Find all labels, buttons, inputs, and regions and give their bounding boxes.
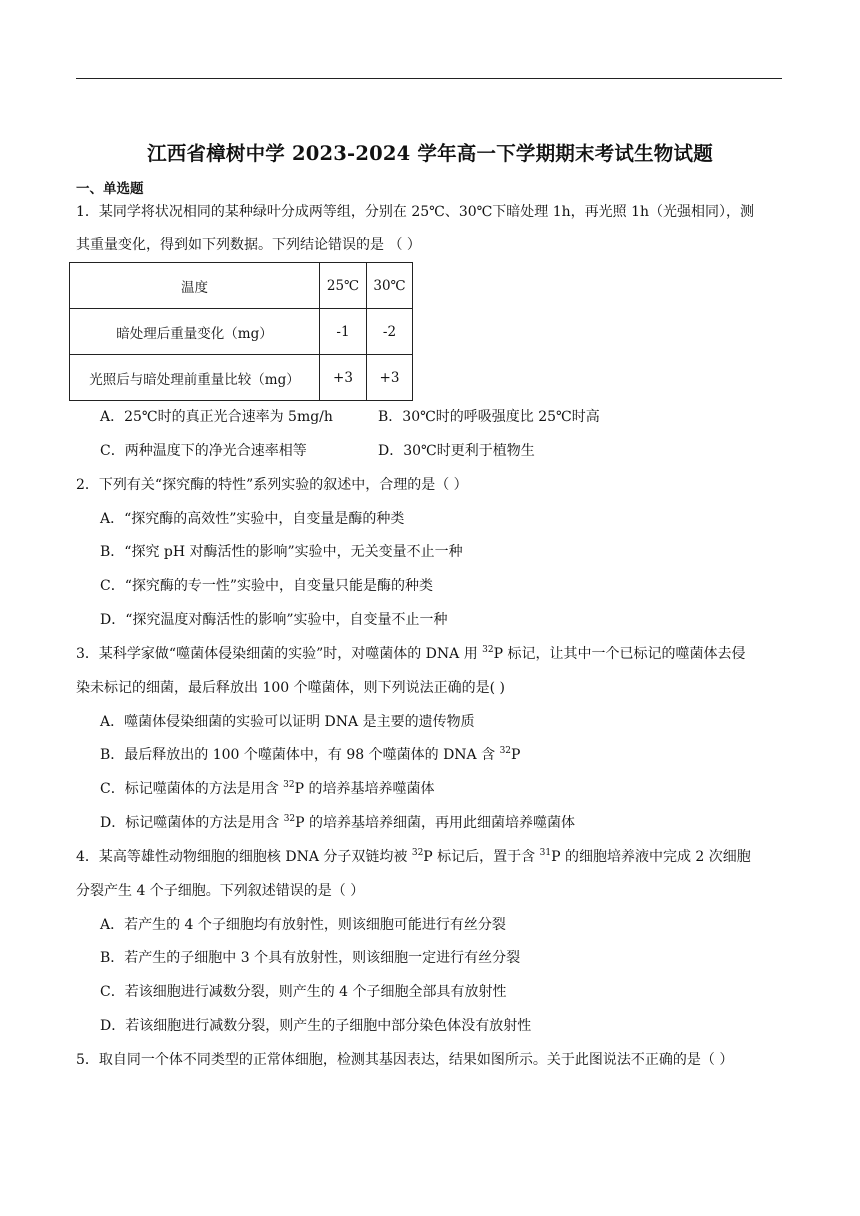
data-table xyxy=(69,262,413,401)
table-cell: +3 xyxy=(320,355,367,401)
question-1-stem-line2: 其重量变化，得到如下列数据。下列结论错误的是 （ ） xyxy=(76,237,421,253)
question-5-stem: 5．取自同一个体不同类型的正常体细胞，检测其基因表达，结果如图所示。关于此图说法不正确的是（ ） xyxy=(76,1052,734,1068)
table-cell: 暗处理后重量变化（mg） xyxy=(70,309,320,355)
q4-option-a: A．若产生的 4 个子细胞均有放射性，则该细胞可能进行有丝分裂 xyxy=(100,917,506,933)
q1-option-c: C．两种温度下的净光合速率相等 xyxy=(100,443,307,459)
q2-option-d: D．“探究温度对酶活性的影响”实验中，自变量不止一种 xyxy=(100,612,448,628)
section-heading: 一、单选题 xyxy=(76,181,144,197)
question-1-stem-line1: 1．某同学将状况相同的某种绿叶分成两等组，分别在 25℃、30℃下暗处理 1h，再光照 1h（光强相同），测 xyxy=(76,204,755,220)
isotope-superscript: 32 xyxy=(482,645,494,655)
table-header-cell: 25℃ xyxy=(320,263,367,309)
q2-option-b: B．“探究 pH 对酶活性的影响”实验中，无关变量不止一种 xyxy=(100,544,463,560)
q3-option-a: A．噬菌体侵染细菌的实验可以证明 DNA 是主要的遗传物质 xyxy=(100,714,475,730)
table-cell: +3 xyxy=(367,355,413,401)
header-rule xyxy=(76,78,782,79)
question-3-stem-line2: 染未标记的细菌，最后释放出 100 个噬菌体，则下列说法正确的是( ) xyxy=(76,680,505,696)
isotope-superscript: 32 xyxy=(499,746,512,756)
q4-option-d: D．若该细胞进行减数分裂，则产生的子细胞中部分染色体没有放射性 xyxy=(100,1018,532,1034)
isotope-superscript: 32 xyxy=(411,848,424,858)
q3-option-d: D．标记噬菌体的方法是用含 $^{32}$P 的培养基培养细菌，再用此细菌培养噬菌体 xyxy=(100,814,576,831)
q4-option-c: C．若该细胞进行减数分裂，则产生的 4 个子细胞全部具有放射性 xyxy=(100,984,507,1000)
q3-option-c: C．标记噬菌体的方法是用含 $^{32}$P 的培养基培养噬菌体 xyxy=(100,780,435,797)
table-row xyxy=(70,309,413,355)
q4-option-b: B．若产生的子细胞中 3 个具有放射性，则该细胞一定进行有丝分裂 xyxy=(100,950,521,966)
isotope-superscript: 32 xyxy=(283,814,296,824)
table-cell: -1 xyxy=(320,309,367,355)
table-header-cell: 30℃ xyxy=(367,263,413,309)
question-3-stem-line1: 3．某科学家做“噬菌体侵染细菌的实验”时，对噬菌体的 DNA 用 $^{32}$P 标记，让其中一个已标记的噬菌体去侵 xyxy=(76,645,746,662)
q1-option-b: B．30℃时的呼吸强度比 25℃时高 xyxy=(378,409,600,425)
table-header-cell: 温度 xyxy=(70,263,320,309)
table-cell: -2 xyxy=(367,309,413,355)
question-4-stem-line1: 4．某高等雄性动物细胞的细胞核 DNA 分子双链均被 $^{32}$P 标记后，置于含 $^{31}$P 的细胞培养液中完成 2 次细胞 xyxy=(76,848,751,865)
isotope-superscript: 31 xyxy=(539,848,552,858)
q1-option-d: D．30℃时更利于植物生 xyxy=(378,443,535,459)
q2-option-c: C．“探究酶的专一性”实验中，自变量只能是酶的种类 xyxy=(100,578,434,594)
q1-option-a: A．25℃时的真正光合速率为 5mg/h xyxy=(100,409,333,425)
question-4-stem-line2: 分裂产生 4 个子细胞。下列叙述错误的是（ ） xyxy=(76,883,365,899)
table-header-row xyxy=(70,263,413,309)
page-title: 江西省樟树中学 2023-2024 学年高一下学期期末考试生物试题 xyxy=(147,142,713,165)
table-row xyxy=(70,355,413,401)
q2-option-a: A．“探究酶的高效性”实验中，自变量是酶的种类 xyxy=(100,511,405,527)
question-2-stem: 2．下列有关“探究酶的特性”系列实验的叙述中，合理的是（ ） xyxy=(76,477,468,493)
isotope-superscript: 32 xyxy=(283,780,295,790)
table-cell: 光照后与暗处理前重量比较（mg） xyxy=(70,355,320,401)
q3-option-b: B．最后释放出的 100 个噬菌体中，有 98 个噬菌体的 DNA 含 $^{32}$P xyxy=(100,746,521,763)
